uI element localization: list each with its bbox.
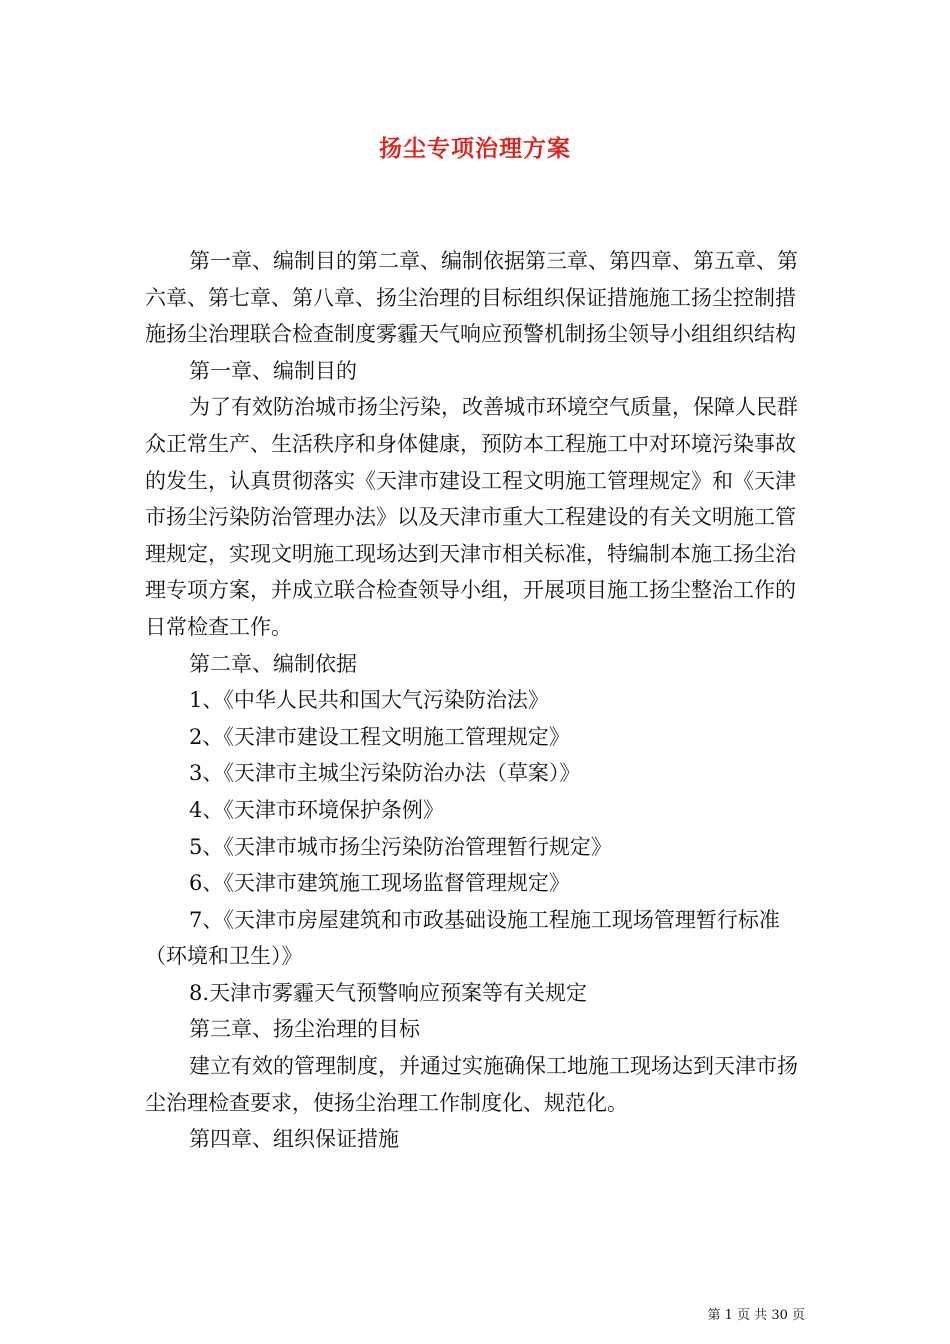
chapter-3-heading: 第三章、扬尘治理的目标 xyxy=(189,1017,420,1042)
reference-item: 6、《天津市建筑施工现场监督管理规定》 xyxy=(189,871,570,896)
reference-item: 7、《天津市房屋建筑和市政基础设施工程施工现场管理暂行标准（环境和卫生）》 xyxy=(145,907,780,969)
reference-item: 3、《天津市主城尘污染防治办法（草案）》 xyxy=(189,761,581,786)
document-title: 扬尘专项治理方案 xyxy=(379,135,571,162)
reference-item: 2、《天津市建设工程文明施工管理规定》 xyxy=(189,724,570,749)
chapter-1-heading: 第一章、编制目的 xyxy=(189,358,357,383)
chapter-1-body: 为了有效防治城市扬尘污染，改善城市环境空气质量，保障人民群众正常生产、生活秩序和身体健康，预防本工程施工中对环境污染事故的发生，认真贯彻落实《天津市建设工程文明施工管理规定》和《天津市扬尘污染防治管理办法》以及天津市重大工程建设的有关文明施工管理规定，实现文明施工现场达到天津市相关标准，特编制本施工扬尘治理专项方案，并成立联合检查领导小组，开展项目施工扬尘整治工作的日常检查工作。 xyxy=(145,395,798,639)
reference-item: 4、《天津市环境保护条例》 xyxy=(189,797,444,822)
reference-item: 1、《中华人民共和国大气污染防治法》 xyxy=(189,688,549,713)
reference-item: 8.天津市雾霾天气预警响应预案等有关规定 xyxy=(189,980,588,1005)
chapter-2-heading: 第二章、编制依据 xyxy=(189,651,357,676)
page-number-footer: 第 1 页 共 30 页 xyxy=(707,1308,805,1323)
reference-item: 5、《天津市城市扬尘污染防治管理暂行规定》 xyxy=(189,834,612,859)
chapter-4-heading: 第四章、组织保证措施 xyxy=(189,1127,399,1152)
table-of-contents-paragraph: 第一章、编制目的第二章、编制依据第三章、第四章、第五章、第六章、第七章、第八章、扬尘治理的目标组织保证措施施工扬尘控制措施扬尘治理联合检查制度雾霾天气响应预警机制扬尘领导小组组织结构 xyxy=(145,249,798,347)
document-body xyxy=(145,243,810,1158)
chapter-3-body: 建立有效的管理制度，并通过实施确保工地施工现场达到天津市扬尘治理检查要求，使扬尘治理工作制度化、规范化。 xyxy=(145,1054,798,1115)
